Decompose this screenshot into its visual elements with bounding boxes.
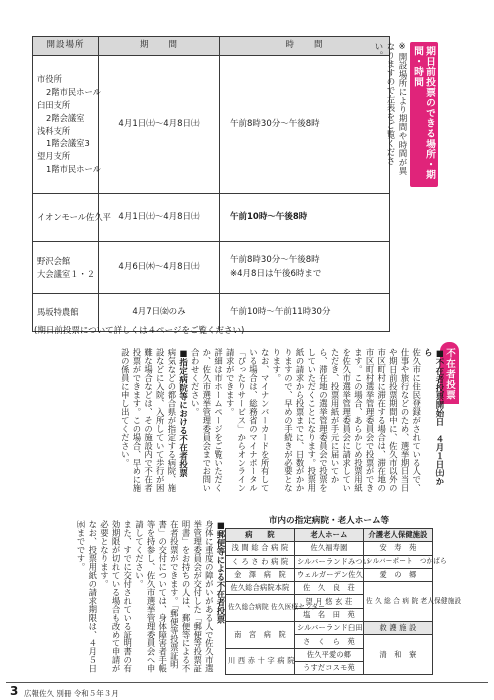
venue-place-line: 望月支所: [37, 151, 71, 162]
absentee-paragraph-3: 詳細は市ホームページをご覧いただくか、佐久市選挙管理委員会までお問い合わせください。: [190, 348, 224, 493]
nursing-home-cell: 佐 久 良 荘: [295, 582, 364, 595]
absentee-start-heading: ■不在者投票開始日 ４月１日㈯から: [423, 348, 445, 486]
absentee-tab-label: 不在者投票: [444, 348, 455, 401]
table-row: [33, 242, 390, 294]
hospital-cell: 佐久総合病院 佐久医療センター: [226, 595, 295, 622]
care-facility-cell: シルバーポート つかばら: [364, 555, 433, 568]
hospitals-table: [225, 528, 462, 675]
absentee-paragraph-4: 病気などの都合県が指定する病院、施設などに入院、入所していて歩行が困難な場合などは、その施設内で不在者投票ができます。この場合、早めに施設の係員に申し出てください。: [120, 348, 177, 493]
venue-place-line: 浅科支所: [37, 125, 71, 136]
footer-rule: [6, 682, 488, 683]
hospitals-box: [225, 514, 462, 682]
venue-time-line: 午前8時30分～午後8時: [230, 255, 320, 266]
absentee-section: [95, 348, 445, 493]
nursing-home-cell: 佐久平愛の郷: [295, 648, 364, 661]
table-row: [33, 56, 390, 194]
postal-voting-section: [40, 520, 226, 680]
care-facility-cell: 清 和 寮: [364, 635, 433, 675]
header-period: 期 間: [99, 37, 220, 56]
venue-time-cell: [220, 294, 390, 332]
hospitals-header-nursing-home: 老人ホーム: [295, 529, 364, 542]
hospitals-header-row: [226, 529, 433, 542]
care-facility-subheader: 救 護 施 設: [364, 622, 433, 635]
venue-period-cell: 4月1日㈯～4月8日㈯: [99, 194, 220, 242]
venue-time-line: ※4月8日は午後6時まで: [230, 268, 322, 279]
nursing-home-cell: 望 月 悠 玄 荘: [295, 595, 364, 608]
venue-place-line: 1階会議室3: [46, 138, 90, 149]
hospitals-header-hospital: 病 院: [226, 529, 295, 542]
venue-table: [32, 36, 390, 332]
venue-place-line: 1階市民ホール: [46, 164, 101, 175]
table-row: [226, 582, 433, 595]
venue-time-line: 午前8時30分～午後8時: [230, 118, 320, 129]
venue-place-line: 市役所: [37, 74, 62, 85]
hospital-cell: 佐久総合病院本院: [226, 582, 295, 595]
nursing-home-cell: ウェルガーデン佐久: [295, 568, 364, 581]
postal-voting-heading: ■郵便等による不在者投票: [216, 520, 226, 624]
nursing-home-cell: うすだコスモ苑: [295, 661, 364, 674]
venue-time-cell: [220, 56, 390, 194]
venue-place-cell: [33, 242, 99, 294]
venue-place-line: 馬坂特農館: [37, 307, 79, 318]
postal-paragraph-2: また、すでに交付されている証明書の有効期限が切れている場合も改めて申請が必要となります。: [99, 520, 133, 673]
nursing-home-cell: シルバーランドみつい: [295, 555, 364, 568]
absentee-paragraph-1: 佐久市に住民登録がされている人で、仕事や旅行などのため、選挙期日当日や期日前投票期間中に、佐久市以外の市区町村に滞在する場合は、滞在地の市区町村選挙管理委員会で投票ができます。この場合、あらかじめ投票用紙を佐久市選挙管理委員会に請求していただき、投票用紙が手元に届いてから、滞在地の選挙管理委員会で投票をしていただくことになります。投票用紙の請求から投票までに、日数がかかりますので、早めの手続きが必要となります。: [271, 348, 422, 493]
postal-paragraph-1: 身体に重度の障がいがある人で佐久市選挙管理委員会が交付した「郵便等投票証明書」をお持ちの人は、郵便等による不在者投票ができます。「郵便等投票証明書」の交付については、身体障害者手帳等を持参し、佐久市選挙管理委員会へ申請してください。: [134, 520, 215, 673]
nursing-home-cell: 佐久福寿園: [295, 542, 364, 555]
table-row: [226, 622, 433, 635]
care-facility-cell: 安 寿 苑: [364, 542, 433, 555]
nursing-home-cell: 塩 名 田 苑: [295, 608, 364, 621]
nursing-home-cell: シルバーランド臼田: [295, 622, 364, 635]
venue-time-line: 午前10時～午前11時30分: [230, 306, 331, 317]
period-header-banner: [410, 42, 438, 187]
nursing-home-cell: さ く ら 苑: [295, 635, 364, 648]
table-row: [226, 568, 433, 581]
venue-place-line: 野沢会館: [37, 255, 71, 266]
hospitals-title: 市内の指定病院・老人ホーム等: [268, 516, 390, 526]
venue-place-cell: [33, 56, 99, 194]
header-time: 時 間: [220, 37, 390, 56]
table-note: (期日前投票について詳しくは４ページをご覧ください): [34, 326, 245, 336]
venue-place-line: 臼田支所: [37, 99, 71, 110]
hospital-cell: く ろ さ わ 病 院: [226, 555, 295, 568]
table-row: [226, 555, 433, 568]
table-row: [226, 542, 433, 555]
venue-period-cell: 4月1日㈯～4月8日㈯: [99, 56, 220, 194]
venue-place-cell: [33, 194, 111, 242]
venue-period-cell: 4月7日㈮のみ: [99, 294, 220, 332]
venue-time-cell: [220, 242, 390, 294]
page-number: 3: [10, 684, 19, 698]
postal-paragraph-3: なお、投票用紙の請求期限は、４月５日㈬までです。: [76, 520, 98, 673]
period-header-title: 期日前投票のできる場所・期間・時間: [412, 46, 435, 180]
venue-place-line: イオンモール佐久平: [37, 212, 111, 223]
hospital-cell: 川 西 赤 十 字 病 院: [226, 648, 295, 675]
care-facility-cell: 佐 久 総 合 病 院 老人保健施設: [364, 582, 433, 622]
venue-place-line: 大会議室１・２: [37, 268, 96, 279]
hospital-cell: 南 宮 病 院: [226, 622, 295, 649]
header-place: 開設場所: [33, 37, 99, 56]
hospital-cell: 浅 間 総 合 病 院: [226, 542, 295, 555]
venue-table-header-row: [33, 37, 390, 56]
period-note: ※開設場所により期間や時間が異なりますので左表をご覧ください。: [373, 42, 407, 176]
care-facility-cell: 愛 の 郷: [364, 568, 433, 581]
venue-place-line: 2階会議室: [46, 112, 85, 123]
designated-hospital-heading: ■指定病院等における不在者投票: [178, 348, 189, 477]
venue-place-line: 2階市民ホール: [46, 86, 101, 97]
table-row: [33, 194, 390, 242]
venue-time-cell: [220, 194, 390, 242]
venue-time-line: 午前10時～午後8時: [230, 211, 308, 222]
footer-publication: 広報佐久 別冊 令和５年３月: [24, 689, 119, 698]
hospital-cell: 金 澤 病 院: [226, 568, 295, 581]
hospitals-header-care-facility: 介護老人保健施設: [364, 529, 433, 542]
absentee-paragraph-2: なお、マイナンバーカードを所有している場合は、総務省のマイナポータル「ぴったりサービス」からオンライン請求ができます。: [225, 348, 271, 493]
venue-period-cell: 4月6日㈭～4月8日㈯: [99, 242, 220, 294]
